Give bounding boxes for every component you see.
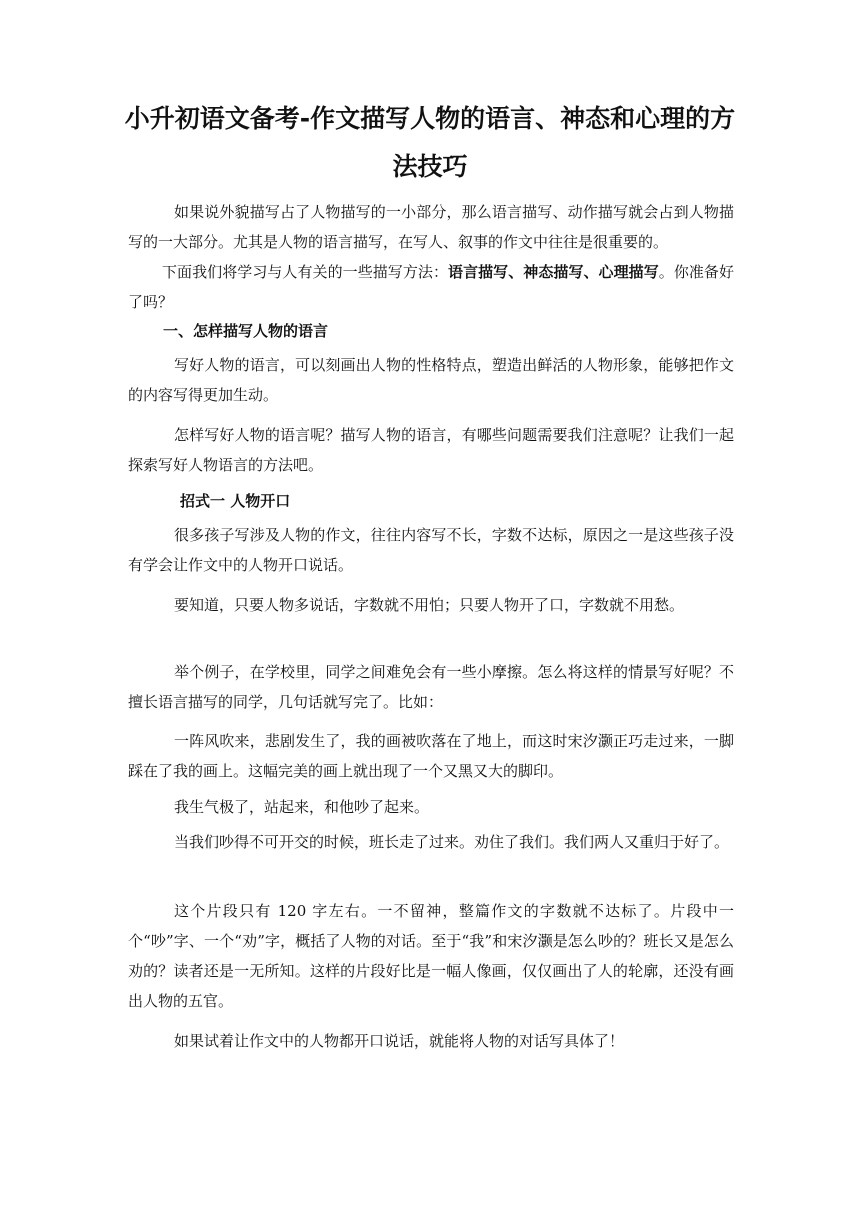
document-title: 小升初语文备考-作文描写人物的语言、神态和心理的方法技巧 [124,104,736,181]
paragraph-analysis: 这个片段只有 120 字左右。一不留神，整篇作文的字数就不达标了。片段中一个“吵”字、一个“劝”字，概括了人物的对话。至于“我”和宋汐灏是怎么吵的？班长又是怎么劝的？读者还是一无所知。这样的片段好比是一幅人像画，仅仅画出了人的轮廓，还没有画出人物的五官。 [128,902,734,1010]
paragraph-speak-more: 要知道，只要人物多说话，字数就不用怕；只要人物开了口，字数就不用愁。 [174,596,685,614]
paragraph-monitor: 当我们吵得不可开交的时候，班长走了过来。劝住了我们。我们两人又重归于好了。 [174,833,730,851]
paragraph-example-story: 一阵风吹来，悲剧发生了，我的画被吹落在了地上，而这时宋汐灏正巧走过来，一脚踩在了我的画上。这幅完美的画上就出现了一个又黑又大的脚印。 [128,732,734,780]
paragraph-intro: 如果说外貌描写占了人物描写的一小部分，那么语言描写、动作描写就会占到人物描写的一大部分。尤其是人物的语言描写，在写人、叙事的作文中往往是很重要的。 [128,203,734,251]
overview-text-post: 。你准备好了吗？ [128,263,734,311]
paragraph-language-purpose: 写好人物的语言，可以刻画出人物的性格特点，塑造出鲜活的人物形象，能够把作文的内容写得更加生动。 [128,356,734,404]
overview-text-bold: 语言描写、神态描写、心理描写 [448,263,659,281]
paragraph-language-question: 怎样写好人物的语言呢？描写人物的语言，有哪些问题需要我们注意呢？让我们一起探索写好人物语言的方法吧。 [128,426,734,474]
subheading-technique-one: 招式一 人物开口 [180,492,291,510]
section-heading-language: 一、怎样描写人物的语言 [163,322,329,340]
paragraph-word-count: 很多孩子写涉及人物的作文，往往内容写不长，字数不达标，原因之一是这些孩子没有学会让作文中的人物开口说话。 [128,526,734,574]
paragraph-overview [128,257,734,317]
paragraph-conclusion: 如果试着让作文中的人物都开口说话，就能将人物的对话写具体了！ [174,1032,625,1050]
paragraph-angry: 我生气极了，站起来，和他吵了起来。 [174,798,430,816]
overview-text-pre: 下面我们将学习与人有关的一些描写方法： [162,263,449,281]
paragraph-example-intro: 举个例子，在学校里，同学之间难免会有一些小摩擦。怎么将这样的情景写好呢？不擅长语言描写的同学，几句话就写完了。比如： [128,663,734,711]
